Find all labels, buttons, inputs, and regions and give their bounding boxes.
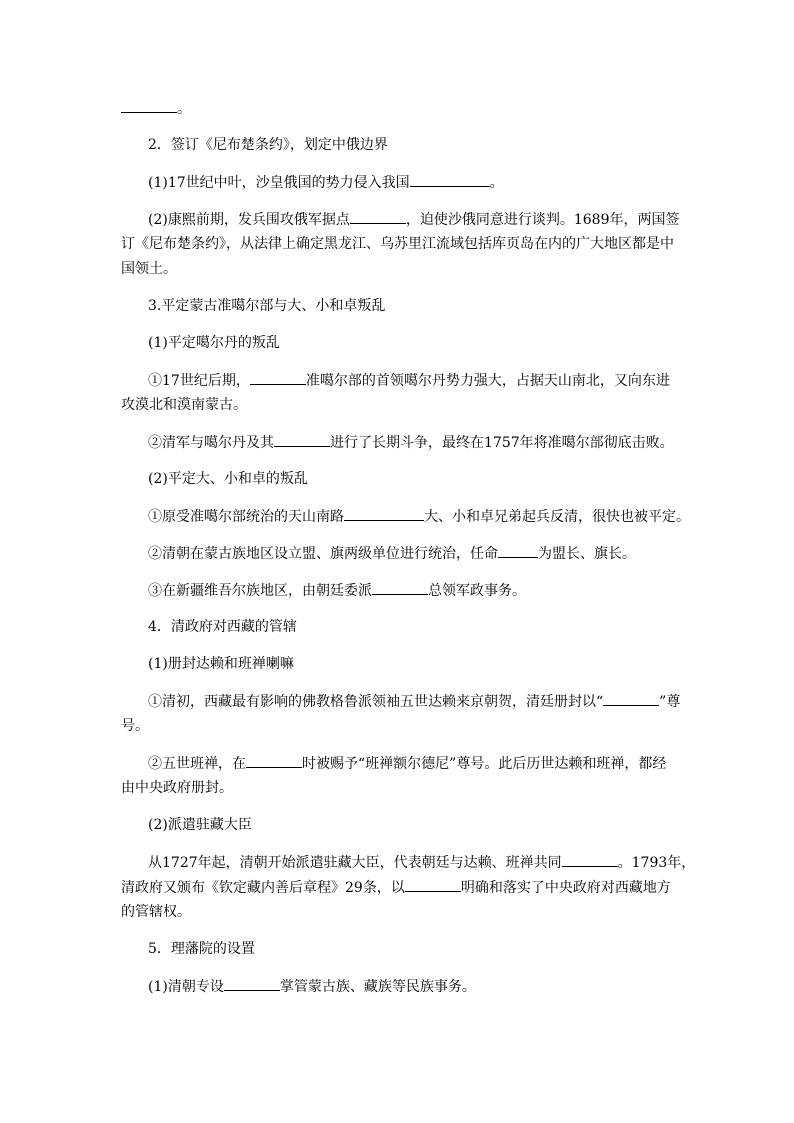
text-line: 国领土。 bbox=[121, 261, 177, 277]
text-line: ①17世纪后期， 准噶尔部的首领噶尔丹势力强大，占据天山南北，又向东进 bbox=[148, 373, 670, 389]
section-heading: 5．理藩院的设置 bbox=[148, 941, 255, 957]
text-line: (2)康熙前期，发兵围攻俄军据点 ，迫使沙俄同意进行谈判。1689年，两国签 bbox=[148, 212, 680, 228]
answer-blank[interactable] bbox=[224, 978, 280, 991]
answer-blank[interactable] bbox=[410, 174, 490, 187]
text-line: 的管辖权。 bbox=[121, 904, 191, 920]
answer-blank[interactable] bbox=[250, 372, 306, 385]
text-line: 。 bbox=[121, 100, 191, 117]
text-line: ②五世班禅，在 时被赐予“班禅额尔德尼”尊号。此后历世达赖和班禅，都经 bbox=[148, 756, 667, 772]
answer-blank[interactable] bbox=[246, 755, 302, 768]
subsection-heading: (1)平定噶尔丹的叛乱 bbox=[148, 335, 280, 351]
section-heading: 4．清政府对西藏的管辖 bbox=[148, 619, 297, 635]
text-line: ②清军与噶尔丹及其 进行了长期斗争，最终在1757年将准噶尔部彻底击败。 bbox=[148, 435, 674, 451]
answer-blank[interactable] bbox=[350, 211, 406, 224]
text-line: ①原受准噶尔部统治的天山南路 大、小和卓兄弟起兵反清，很快也被平定。 bbox=[148, 509, 690, 525]
answer-blank[interactable] bbox=[562, 854, 618, 867]
answer-blank[interactable] bbox=[498, 545, 538, 558]
text-line: ①清初，西藏最有影响的佛教格鲁派领袖五世达赖来京朝贺，清廷册封以“ ”尊 bbox=[148, 694, 681, 710]
text-line: 订《尼布楚条约》，从法律上确定黑龙江、乌苏里江流域包括库页岛在内的广大地区都是中 bbox=[121, 236, 674, 252]
text-line: 由中央政府册封。 bbox=[121, 780, 233, 796]
text-line: 攻漠北和漠南蒙古。 bbox=[121, 397, 247, 413]
text-line: (1)清朝专设 掌管蒙古族、藏族等民族事务。 bbox=[148, 979, 476, 995]
section-heading: 3.平定蒙古准噶尔部与大、小和卓叛乱 bbox=[148, 298, 386, 314]
answer-blank[interactable] bbox=[603, 693, 659, 706]
answer-blank[interactable] bbox=[405, 879, 461, 892]
text-line: ③在新疆维吾尔族地区，由朝廷委派 总领军政事务。 bbox=[148, 583, 526, 599]
text-line: 从1727年起，清朝开始派遣驻藏大臣，代表朝廷与达赖、班禅共同 。1793年， bbox=[148, 855, 696, 871]
text-line: ②清朝在蒙古族地区设立盟、旗两级单位进行统治，任命 为盟长、旗长。 bbox=[148, 546, 636, 562]
section-heading: 2．签订《尼布楚条约》，划定中俄边界 bbox=[148, 137, 388, 153]
subsection-heading: (2)派遣驻藏大臣 bbox=[148, 817, 252, 833]
answer-blank[interactable] bbox=[372, 582, 428, 595]
subsection-heading: (2)平定大、小和卓的叛乱 bbox=[148, 471, 308, 487]
answer-blank[interactable] bbox=[274, 434, 330, 447]
answer-blank[interactable] bbox=[344, 508, 424, 521]
text-line: 号。 bbox=[121, 718, 149, 734]
text-line: 清政府又颁布《钦定藏内善后章程》29条，以 明确和落实了中央政府对西藏地方 bbox=[121, 880, 671, 896]
subsection-heading: (1)册封达赖和班禅喇嘛 bbox=[148, 656, 294, 672]
text-line: (1)17世纪中叶，沙皇俄国的势力侵入我国 。 bbox=[148, 175, 504, 191]
answer-blank[interactable] bbox=[121, 100, 177, 113]
